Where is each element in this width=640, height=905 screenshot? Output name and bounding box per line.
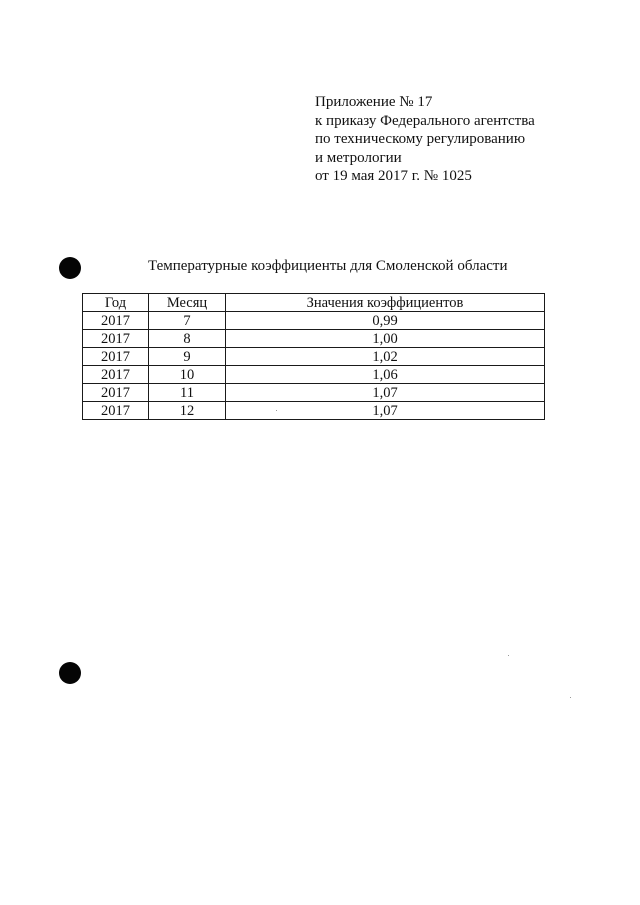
- column-header-month: Месяц: [149, 294, 226, 312]
- cell-month: 11: [149, 384, 226, 402]
- table-row: [83, 384, 545, 402]
- table-row: [83, 402, 545, 420]
- cell-year: 2017: [83, 366, 149, 384]
- order-reference-line-2: по техническому регулированию: [315, 131, 526, 147]
- scan-speck: [276, 410, 277, 411]
- appendix-header: [315, 93, 535, 186]
- cell-value: 1,02: [226, 348, 545, 366]
- punch-hole-top: [59, 257, 81, 279]
- coefficients-table: [82, 293, 545, 420]
- table-title: Температурные коэффициенты для Смоленской области: [148, 258, 508, 274]
- table-row: [83, 366, 545, 384]
- table-row: [83, 312, 545, 330]
- table-row: [83, 348, 545, 366]
- appendix-number: Приложение № 17: [315, 94, 433, 110]
- table-row: [83, 330, 545, 348]
- cell-year: 2017: [83, 384, 149, 402]
- order-reference-line-1: к приказу Федерального агентства: [315, 112, 535, 129]
- scan-speck: [570, 697, 571, 698]
- cell-value: 0,99: [226, 312, 545, 330]
- cell-month: 7: [149, 312, 226, 330]
- cell-value: 1,00: [226, 330, 545, 348]
- cell-year: 2017: [83, 330, 149, 348]
- cell-month: 10: [149, 366, 226, 384]
- punch-hole-bottom: [59, 662, 81, 684]
- order-reference-line-3: и метрологии: [315, 149, 402, 166]
- cell-year: 2017: [83, 312, 149, 330]
- cell-month: 9: [149, 348, 226, 366]
- cell-value: 1,07: [226, 384, 545, 402]
- cell-value: 1,06: [226, 366, 545, 384]
- cell-year: 2017: [83, 348, 149, 366]
- cell-year: 2017: [83, 402, 149, 420]
- cell-month: 12: [149, 402, 226, 420]
- scan-speck: [508, 655, 509, 656]
- column-header-value: Значения коэффициентов: [226, 294, 545, 312]
- order-date: от 19 мая 2017 г. № 1025: [315, 168, 472, 184]
- table-header-row: [83, 294, 545, 312]
- cell-value: 1,07: [226, 402, 545, 420]
- column-header-year: Год: [83, 294, 149, 312]
- cell-month: 8: [149, 330, 226, 348]
